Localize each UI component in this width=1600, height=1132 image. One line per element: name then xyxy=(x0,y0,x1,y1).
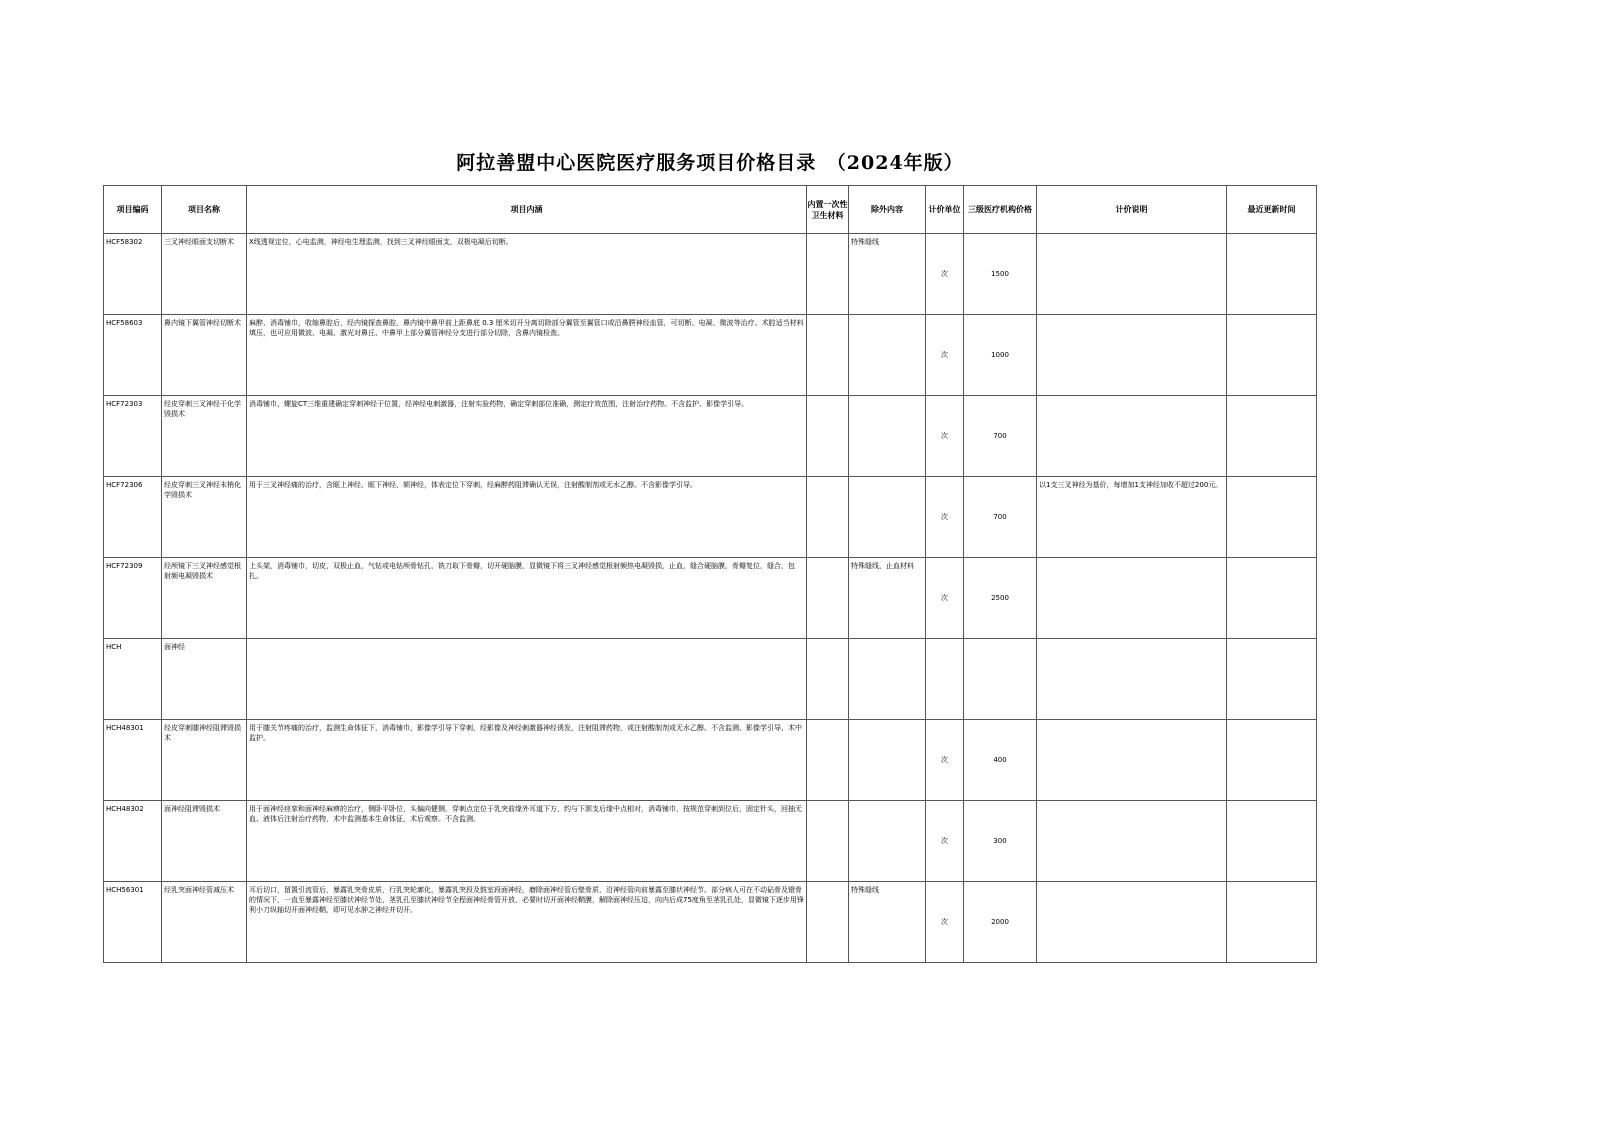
cell-name: 经皮穿刺膝神经阻滞毁损术 xyxy=(162,720,247,801)
header-name: 项目名称 xyxy=(162,186,247,234)
table-row xyxy=(104,720,1317,801)
cell-excluded xyxy=(849,477,926,558)
cell-unit: 次 xyxy=(926,882,964,963)
price-table xyxy=(103,185,1317,963)
cell-name: 鼻内镜下翼管神经切断术 xyxy=(162,315,247,396)
cell-note xyxy=(1037,801,1227,882)
cell-unit: 次 xyxy=(926,477,964,558)
cell-name: 经乳突面神经管减压术 xyxy=(162,882,247,963)
cell-excluded: 特殊缝线 xyxy=(849,882,926,963)
header-note: 计价说明 xyxy=(1037,186,1227,234)
cell-material xyxy=(807,720,849,801)
cell-material xyxy=(807,234,849,315)
cell-excluded xyxy=(849,396,926,477)
cell-price: 400 xyxy=(964,720,1037,801)
cell-excluded xyxy=(849,801,926,882)
table-row xyxy=(104,234,1317,315)
cell-note xyxy=(1037,639,1227,720)
cell-unit: 次 xyxy=(926,720,964,801)
cell-content: 用于三叉神经痛的治疗，含眶上神经、眶下神经、颏神经，体表定位下穿刺，经麻醉药阻滞确认无误，注射酸制剂或无水乙醇。不含影像学引导。 xyxy=(247,477,807,558)
cell-code: HCH48301 xyxy=(104,720,162,801)
cell-unit: 次 xyxy=(926,396,964,477)
cell-name: 面神经阻滞毁损术 xyxy=(162,801,247,882)
header-unit: 计价单位 xyxy=(926,186,964,234)
table-row xyxy=(104,801,1317,882)
header-updated: 最近更新时间 xyxy=(1227,186,1317,234)
cell-code: HCF72306 xyxy=(104,477,162,558)
cell-unit: 次 xyxy=(926,315,964,396)
cell-updated xyxy=(1227,315,1317,396)
cell-unit xyxy=(926,639,964,720)
cell-code: HCF72303 xyxy=(104,396,162,477)
cell-material xyxy=(807,882,849,963)
cell-excluded: 特殊缝线 xyxy=(849,234,926,315)
cell-unit: 次 xyxy=(926,234,964,315)
cell-note xyxy=(1037,720,1227,801)
table-row xyxy=(104,315,1317,396)
page-title: 阿拉善盟中心医院医疗服务项目价格目录 （2024年版） xyxy=(456,152,964,174)
table-row xyxy=(104,639,1317,720)
header-row xyxy=(104,186,1317,234)
cell-price: 1000 xyxy=(964,315,1037,396)
cell-code: HCH xyxy=(104,639,162,720)
cell-code: HCF58302 xyxy=(104,234,162,315)
cell-material xyxy=(807,558,849,639)
cell-price: 1500 xyxy=(964,234,1037,315)
table-row xyxy=(104,396,1317,477)
cell-note: 以1支三叉神经为基价，每增加1支神经加收不超过200元。 xyxy=(1037,477,1227,558)
cell-note xyxy=(1037,882,1227,963)
cell-content: 耳后切口，留置引流管后，暴露乳突骨皮质，行乳突轮廓化，暴露乳突段及鼓室段面神经，磨除面神经管后壁骨质，沿神经管向前暴露至膝状神经节。部分病人可在不动砧骨及镫骨的情况下，一直至暴露神经至膝状神经节处，茎乳孔至膝状神经节全程面神经骨管开放，必要时切开面神经鞘膜，解除面神经压迫，向内后成75度角至茎乳孔处，显微镜下逐步用锋利小刀纵轴切开面神经鞘，即可见水肿之神经并切开。 xyxy=(247,882,807,963)
cell-unit: 次 xyxy=(926,558,964,639)
cell-content: X线透视定位，心电监测，神经电生理监测，找到三叉神经眼面支，双极电凝后切断。 xyxy=(247,234,807,315)
cell-updated xyxy=(1227,882,1317,963)
header-material: 内置一次性卫生材料 xyxy=(807,186,849,234)
cell-name: 三叉神经眼面支切断术 xyxy=(162,234,247,315)
cell-name: 经皮穿刺三叉神经干化学毁损术 xyxy=(162,396,247,477)
cell-updated xyxy=(1227,558,1317,639)
header-excluded: 除外内容 xyxy=(849,186,926,234)
cell-code: HCH48302 xyxy=(104,801,162,882)
cell-updated xyxy=(1227,801,1317,882)
cell-price: 2000 xyxy=(964,882,1037,963)
cell-name: 经皮穿刺三叉神经末梢化学毁损术 xyxy=(162,477,247,558)
table-row xyxy=(104,477,1317,558)
cell-excluded: 特殊缝线，止血材料 xyxy=(849,558,926,639)
cell-unit: 次 xyxy=(926,801,964,882)
header-code: 项目编码 xyxy=(104,186,162,234)
cell-content: 用于膝关节疼痛的治疗，监测生命体征下，消毒铺巾，影像学引导下穿刺，经影像及神经刺激器神经诱发，注射阻滞药物，或注射酸制剂或无水乙醇。不含监测、影像学引导、术中监护。 xyxy=(247,720,807,801)
header-content: 项目内涵 xyxy=(247,186,807,234)
cell-price: 700 xyxy=(964,477,1037,558)
cell-material xyxy=(807,639,849,720)
cell-price: 300 xyxy=(964,801,1037,882)
cell-updated xyxy=(1227,234,1317,315)
table-row xyxy=(104,882,1317,963)
cell-material xyxy=(807,801,849,882)
cell-code: HCF72309 xyxy=(104,558,162,639)
cell-content: 上头架，消毒铺巾，切皮，双极止血，气钻或电钻颅骨钻孔，铣刀取下骨瓣，切开硬脑膜，显微镜下将三叉神经感觉根射频热电凝毁损，止血，缝合硬脑膜，骨瓣复位，缝合，包扎。 xyxy=(247,558,807,639)
cell-updated xyxy=(1227,396,1317,477)
cell-name: 面神经 xyxy=(162,639,247,720)
cell-excluded xyxy=(849,315,926,396)
cell-material xyxy=(807,315,849,396)
cell-name: 经颅镜下三叉神经感觉根射频电凝毁损术 xyxy=(162,558,247,639)
cell-content: 用于面神经痉挛和面神经麻痹的治疗，侧卧平卧位，头偏向健侧，穿刺点定位于乳突前缘外耳道下方，约与下颌支后缘中点相对，消毒铺巾，按规范穿刺到位后，固定针头，回抽无血、液体后注射治疗药物，术中监测基本生命体征，术后观察。不含监测。 xyxy=(247,801,807,882)
cell-excluded xyxy=(849,639,926,720)
cell-updated xyxy=(1227,720,1317,801)
cell-price xyxy=(964,639,1037,720)
cell-code: HCH56301 xyxy=(104,882,162,963)
cell-code: HCF58603 xyxy=(104,315,162,396)
cell-note xyxy=(1037,315,1227,396)
cell-material xyxy=(807,396,849,477)
cell-price: 700 xyxy=(964,396,1037,477)
header-price: 三级医疗机构价格 xyxy=(964,186,1037,234)
cell-note xyxy=(1037,396,1227,477)
cell-updated xyxy=(1227,477,1317,558)
cell-excluded xyxy=(849,720,926,801)
cell-updated xyxy=(1227,639,1317,720)
cell-content: 麻醉，消毒铺巾，收缩鼻腔后，经内镜探查鼻腔，鼻内镜中鼻甲前上距鼻底 0.3 厘米切开分离切除部分翼管至翼管口或沿鼻腭神经血管，可切断、电凝、微波等治疗。术腔适当材料填压，也可应用微波、电凝、激光对鼻丘、中鼻甲上部分翼管神经分支进行部分切除，含鼻内镜检查。 xyxy=(247,315,807,396)
cell-content: 消毒铺巾，螺旋CT三维重建确定穿刺神经干位置，经神经电刺激器，注射实验药物，确定穿刺部位准确，测定疗效范围，注射治疗药物。不含监护、影像学引导。 xyxy=(247,396,807,477)
cell-material xyxy=(807,477,849,558)
cell-price: 2500 xyxy=(964,558,1037,639)
cell-note xyxy=(1037,234,1227,315)
cell-note xyxy=(1037,558,1227,639)
cell-content xyxy=(247,639,807,720)
table-row xyxy=(104,558,1317,639)
